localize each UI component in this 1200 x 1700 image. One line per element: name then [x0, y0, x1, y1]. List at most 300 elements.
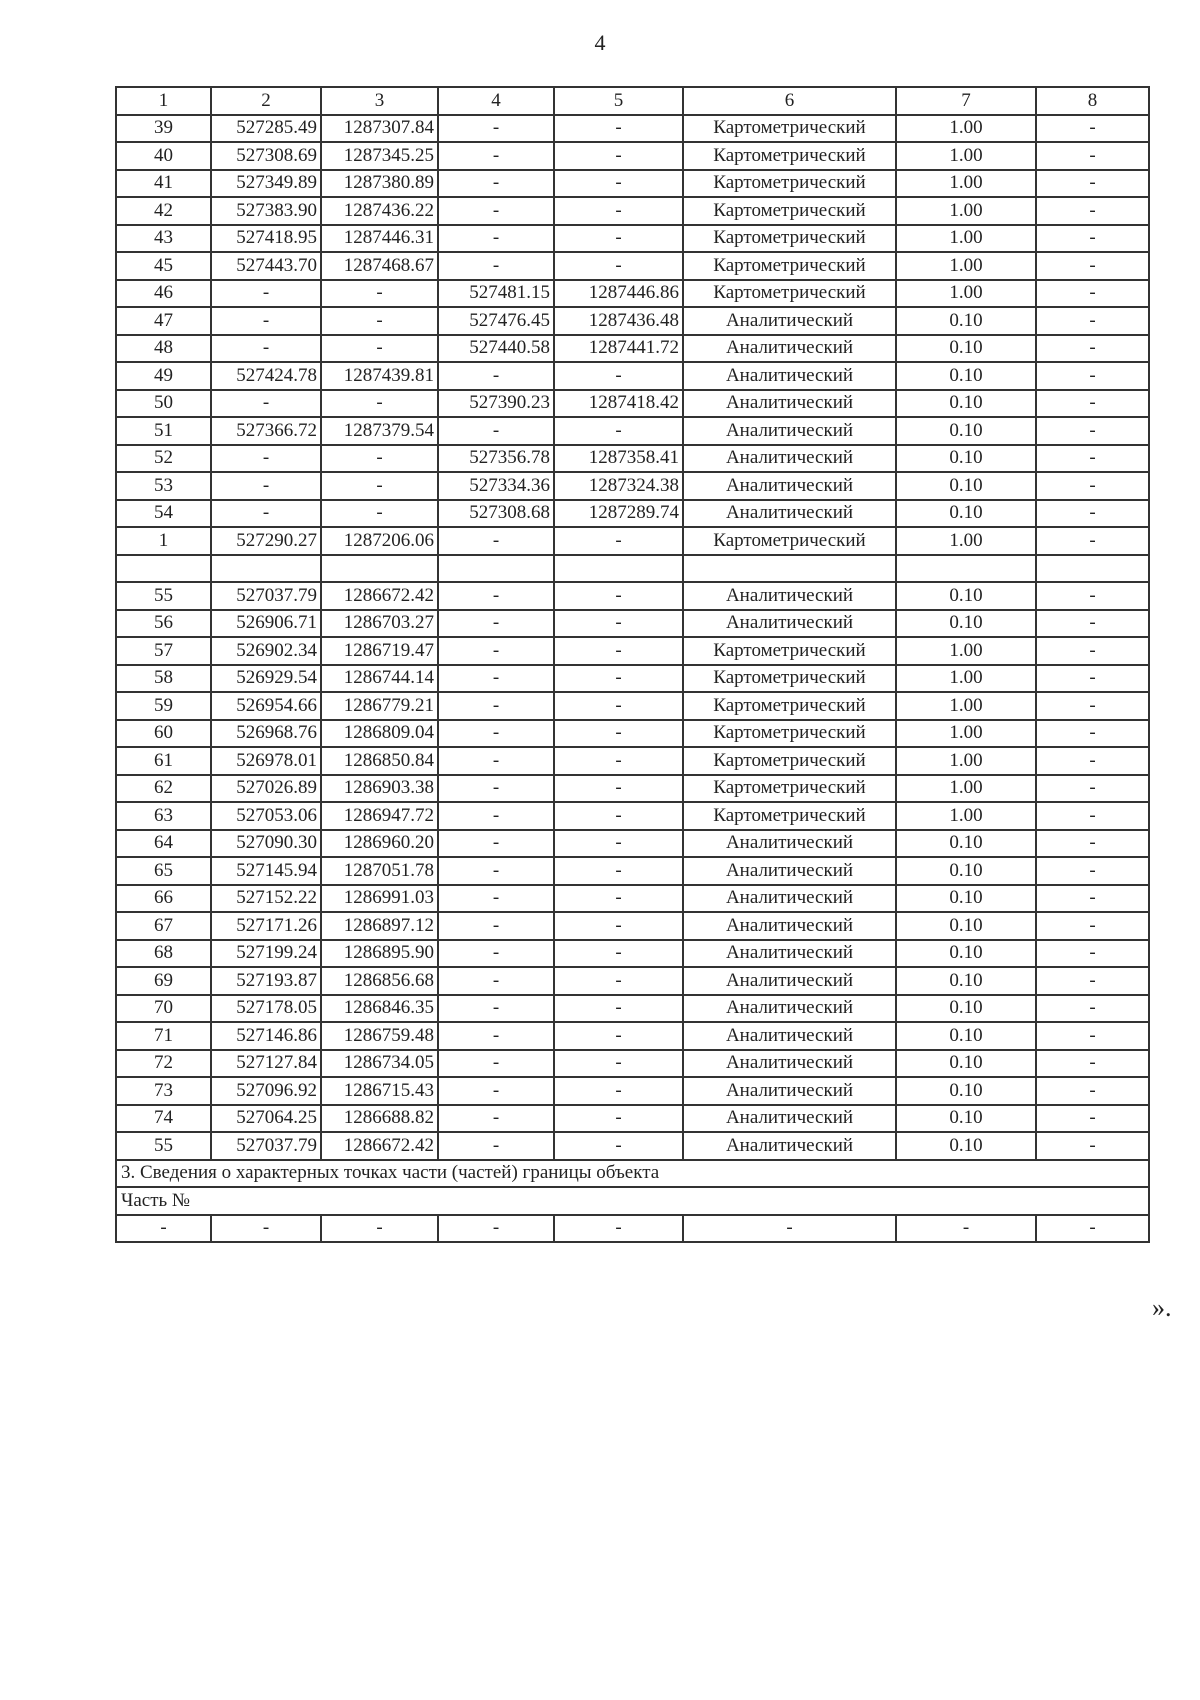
table-cell: 1287468.67 — [321, 252, 438, 280]
table-cell: 0.10 — [896, 995, 1036, 1023]
table-cell: - — [438, 857, 554, 885]
table-cell: 63 — [116, 802, 211, 830]
table-cell: - — [321, 335, 438, 363]
table-row — [116, 335, 1149, 363]
table-cell: 2 — [211, 87, 321, 115]
table-cell: 50 — [116, 390, 211, 418]
table-cell: - — [1036, 472, 1149, 500]
table-cell: - — [554, 857, 683, 885]
table-cell: - — [1036, 307, 1149, 335]
coordinates-table — [115, 86, 1150, 1243]
table-cell: 527096.92 — [211, 1077, 321, 1105]
table-cell: 1.00 — [896, 197, 1036, 225]
table-cell: 1 — [116, 527, 211, 555]
table-cell: - — [1036, 665, 1149, 693]
table-cell: - — [683, 1215, 896, 1243]
table-row — [116, 1105, 1149, 1133]
table-cell: 5 — [554, 87, 683, 115]
table-cell: 527390.23 — [438, 390, 554, 418]
table-cell: 4 — [438, 87, 554, 115]
table-cell: 1.00 — [896, 775, 1036, 803]
table-cell: - — [438, 582, 554, 610]
table-cell: - — [554, 885, 683, 913]
table-cell: 45 — [116, 252, 211, 280]
table-cell: 527037.79 — [211, 582, 321, 610]
table-cell — [683, 555, 896, 583]
table-cell: 1.00 — [896, 170, 1036, 198]
table-cell: 69 — [116, 967, 211, 995]
table-cell: - — [554, 747, 683, 775]
table-cell: - — [1036, 1022, 1149, 1050]
table-cell: 1286734.05 — [321, 1050, 438, 1078]
table-cell: - — [1036, 637, 1149, 665]
table-cell: - — [1036, 912, 1149, 940]
table-cell: 0.10 — [896, 1105, 1036, 1133]
table-cell: 1286897.12 — [321, 912, 438, 940]
table-row — [116, 582, 1149, 610]
table-cell: - — [438, 1022, 554, 1050]
table-cell: 0.10 — [896, 857, 1036, 885]
table-cell: 1286991.03 — [321, 885, 438, 913]
table-row — [116, 692, 1149, 720]
table-cell: 1286719.47 — [321, 637, 438, 665]
table-cell: - — [1036, 582, 1149, 610]
table-cell: Картометрический — [683, 720, 896, 748]
table-cell: 0.10 — [896, 1022, 1036, 1050]
table-cell: Аналитический — [683, 940, 896, 968]
table-row — [116, 445, 1149, 473]
table-row — [116, 1022, 1149, 1050]
table-row — [116, 637, 1149, 665]
table-cell: 1286903.38 — [321, 775, 438, 803]
table-cell: - — [1036, 362, 1149, 390]
table-cell: 55 — [116, 582, 211, 610]
table-cell: - — [1036, 1215, 1149, 1243]
section-title-row-cell: 3. Сведения о характерных точках части (частей) границы объекта — [116, 1160, 1149, 1188]
table-row — [116, 940, 1149, 968]
table-cell: 49 — [116, 362, 211, 390]
table-cell: 0.10 — [896, 610, 1036, 638]
table-cell: 48 — [116, 335, 211, 363]
table-cell: Аналитический — [683, 1132, 896, 1160]
table-cell: 0.10 — [896, 1077, 1036, 1105]
table-cell: 527349.89 — [211, 170, 321, 198]
table-cell: - — [554, 252, 683, 280]
table-cell — [896, 555, 1036, 583]
table-cell: Картометрический — [683, 747, 896, 775]
table-cell: - — [554, 417, 683, 445]
table-cell: - — [1036, 940, 1149, 968]
table-cell: Аналитический — [683, 1105, 896, 1133]
table-cell: Аналитический — [683, 1050, 896, 1078]
table-cell: 73 — [116, 1077, 211, 1105]
table-cell: - — [1036, 857, 1149, 885]
table-cell: Картометрический — [683, 252, 896, 280]
table-cell: - — [1036, 115, 1149, 143]
table-cell: 1286850.84 — [321, 747, 438, 775]
table-cell: - — [321, 500, 438, 528]
table-cell: 68 — [116, 940, 211, 968]
table-cell: 0.10 — [896, 390, 1036, 418]
table-row — [116, 115, 1149, 143]
table-cell: 0.10 — [896, 830, 1036, 858]
table-cell: 47 — [116, 307, 211, 335]
table-cell: - — [1036, 885, 1149, 913]
table-cell: 42 — [116, 197, 211, 225]
table-row — [116, 472, 1149, 500]
table-cell: Аналитический — [683, 582, 896, 610]
table-cell: - — [1036, 390, 1149, 418]
table-cell: - — [211, 390, 321, 418]
table-cell: - — [1036, 802, 1149, 830]
table-cell: Аналитический — [683, 307, 896, 335]
table-row — [116, 775, 1149, 803]
part-label-row — [116, 1187, 1149, 1215]
table-cell: 0.10 — [896, 1050, 1036, 1078]
table-row — [116, 390, 1149, 418]
table-cell — [554, 555, 683, 583]
table-cell: 527285.49 — [211, 115, 321, 143]
table-row — [116, 802, 1149, 830]
table-cell: 1.00 — [896, 280, 1036, 308]
table-cell: 527440.58 — [438, 335, 554, 363]
table-cell: 1.00 — [896, 802, 1036, 830]
table-cell: 527127.84 — [211, 1050, 321, 1078]
table-cell: Картометрический — [683, 115, 896, 143]
table-row — [116, 747, 1149, 775]
table-row — [116, 885, 1149, 913]
table-cell: 1287418.42 — [554, 390, 683, 418]
table-cell: - — [438, 747, 554, 775]
table-cell: 0.10 — [896, 307, 1036, 335]
table-cell: - — [438, 1050, 554, 1078]
table-cell: 53 — [116, 472, 211, 500]
table-cell: - — [1036, 527, 1149, 555]
table-cell: - — [1036, 500, 1149, 528]
table-cell: - — [438, 417, 554, 445]
table-cell: - — [438, 967, 554, 995]
table-cell: - — [438, 665, 554, 693]
table-row — [116, 362, 1149, 390]
table-cell: 527481.15 — [438, 280, 554, 308]
table-cell: - — [438, 802, 554, 830]
table-cell: - — [1036, 335, 1149, 363]
table-row — [116, 252, 1149, 280]
table-cell: Картометрический — [683, 142, 896, 170]
table-row — [116, 830, 1149, 858]
table-cell: - — [211, 280, 321, 308]
table-cell: - — [438, 1105, 554, 1133]
table-cell: Аналитический — [683, 1077, 896, 1105]
table-cell: 72 — [116, 1050, 211, 1078]
table-cell: Картометрический — [683, 170, 896, 198]
table-cell: 7 — [896, 87, 1036, 115]
table-cell: - — [438, 995, 554, 1023]
table-cell: - — [438, 170, 554, 198]
table-cell: Аналитический — [683, 500, 896, 528]
table-cell: - — [554, 527, 683, 555]
table-cell: - — [211, 335, 321, 363]
table-cell: Аналитический — [683, 1022, 896, 1050]
table-cell: - — [438, 1132, 554, 1160]
table-cell: 527037.79 — [211, 1132, 321, 1160]
table-cell: - — [554, 692, 683, 720]
table-cell: 527146.86 — [211, 1022, 321, 1050]
part-label-row-cell: Часть № — [116, 1187, 1149, 1215]
table-cell: - — [438, 940, 554, 968]
table-cell: 1287436.22 — [321, 197, 438, 225]
table-cell: - — [438, 362, 554, 390]
table-cell: - — [1036, 170, 1149, 198]
table-cell: Аналитический — [683, 610, 896, 638]
table-row — [116, 967, 1149, 995]
table-cell: - — [554, 1022, 683, 1050]
closing-quote: ». — [1152, 1293, 1172, 1322]
table-cell: Аналитический — [683, 445, 896, 473]
table-cell: Аналитический — [683, 362, 896, 390]
table-cell: 0.10 — [896, 940, 1036, 968]
table-cell: - — [321, 390, 438, 418]
table-cell: - — [1036, 142, 1149, 170]
table-cell: 527193.87 — [211, 967, 321, 995]
table-cell: 1287446.86 — [554, 280, 683, 308]
table-cell: 0.10 — [896, 1132, 1036, 1160]
table-cell: 1286856.68 — [321, 967, 438, 995]
table-cell: 1.00 — [896, 115, 1036, 143]
table-cell — [116, 555, 211, 583]
table-cell: 1287206.06 — [321, 527, 438, 555]
table-row — [116, 1132, 1149, 1160]
table-cell: Картометрический — [683, 775, 896, 803]
table-cell: - — [211, 307, 321, 335]
table-cell: - — [554, 967, 683, 995]
table-cell: 1287446.31 — [321, 225, 438, 253]
table-cell: Аналитический — [683, 857, 896, 885]
table-cell: 527443.70 — [211, 252, 321, 280]
table-cell: 1287324.38 — [554, 472, 683, 500]
table-row — [116, 307, 1149, 335]
table-cell: 527308.68 — [438, 500, 554, 528]
table-cell: 527053.06 — [211, 802, 321, 830]
table-cell: 527064.25 — [211, 1105, 321, 1133]
table-row — [116, 610, 1149, 638]
table-cell: - — [438, 885, 554, 913]
table-cell: 527366.72 — [211, 417, 321, 445]
table-cell: 54 — [116, 500, 211, 528]
table-cell: 0.10 — [896, 362, 1036, 390]
table-cell: - — [438, 830, 554, 858]
table-cell: 1286672.42 — [321, 582, 438, 610]
table-cell: - — [438, 225, 554, 253]
table-cell: - — [1036, 610, 1149, 638]
table-cell: - — [1036, 967, 1149, 995]
table-cell: 70 — [116, 995, 211, 1023]
table-cell: - — [1036, 720, 1149, 748]
table-cell: 1287439.81 — [321, 362, 438, 390]
table-cell: - — [438, 720, 554, 748]
table-cell: - — [554, 582, 683, 610]
table-cell: 527418.95 — [211, 225, 321, 253]
table-cell: - — [554, 170, 683, 198]
table-cell: - — [211, 445, 321, 473]
table-cell: - — [1036, 280, 1149, 308]
table-cell: Картометрический — [683, 637, 896, 665]
table-row — [116, 995, 1149, 1023]
table-cell: - — [321, 472, 438, 500]
table-cell: Аналитический — [683, 995, 896, 1023]
table-cell: - — [554, 912, 683, 940]
table-cell: 1.00 — [896, 665, 1036, 693]
table-cell: - — [554, 665, 683, 693]
table-cell: - — [554, 225, 683, 253]
table-cell: - — [554, 940, 683, 968]
table-cell: 527199.24 — [211, 940, 321, 968]
table-cell: 527171.26 — [211, 912, 321, 940]
header-row — [116, 87, 1149, 115]
table-cell: 8 — [1036, 87, 1149, 115]
table-cell: Аналитический — [683, 390, 896, 418]
table-cell: 0.10 — [896, 912, 1036, 940]
table-cell: Аналитический — [683, 885, 896, 913]
table-cell: 1287307.84 — [321, 115, 438, 143]
table-body — [116, 87, 1149, 1242]
table-cell: - — [554, 995, 683, 1023]
table-cell: - — [321, 280, 438, 308]
table-cell: - — [554, 1077, 683, 1105]
table-cell: - — [1036, 775, 1149, 803]
table-cell: 526902.34 — [211, 637, 321, 665]
table-cell: - — [1036, 1050, 1149, 1078]
table-row — [116, 1050, 1149, 1078]
table-cell: - — [438, 115, 554, 143]
table-cell: - — [1036, 1105, 1149, 1133]
table-cell — [211, 555, 321, 583]
table-cell: 1287441.72 — [554, 335, 683, 363]
table-cell: 526968.76 — [211, 720, 321, 748]
table-cell: Аналитический — [683, 830, 896, 858]
table-cell: - — [554, 142, 683, 170]
table-cell: 1.00 — [896, 720, 1036, 748]
table-cell: 3 — [321, 87, 438, 115]
page-number: 4 — [594, 30, 606, 55]
table-cell: - — [1036, 747, 1149, 775]
table-cell: 1.00 — [896, 252, 1036, 280]
table-cell: - — [554, 802, 683, 830]
table-cell: 0.10 — [896, 582, 1036, 610]
table-row — [116, 720, 1149, 748]
table-cell: 527308.69 — [211, 142, 321, 170]
table-cell: 527356.78 — [438, 445, 554, 473]
table-cell: 64 — [116, 830, 211, 858]
table-cell: 1.00 — [896, 527, 1036, 555]
table-cell: 527424.78 — [211, 362, 321, 390]
table-cell: - — [321, 445, 438, 473]
table-cell: - — [1036, 1132, 1149, 1160]
table-row — [116, 857, 1149, 885]
table-cell: 1287289.74 — [554, 500, 683, 528]
table-cell: 1286779.21 — [321, 692, 438, 720]
table-cell: - — [554, 1132, 683, 1160]
table-cell: 1.00 — [896, 225, 1036, 253]
table-cell: 0.10 — [896, 885, 1036, 913]
table-cell: - — [321, 1215, 438, 1243]
table-cell: 527090.30 — [211, 830, 321, 858]
table-row — [116, 527, 1149, 555]
table-cell: 1286947.72 — [321, 802, 438, 830]
table-cell: - — [438, 637, 554, 665]
table-cell: 1286759.48 — [321, 1022, 438, 1050]
table-cell: - — [438, 142, 554, 170]
table-cell: 527290.27 — [211, 527, 321, 555]
table-cell: 527145.94 — [211, 857, 321, 885]
table-cell: - — [554, 197, 683, 225]
table-cell: - — [554, 775, 683, 803]
table-cell: 1.00 — [896, 142, 1036, 170]
table-cell: 1286809.04 — [321, 720, 438, 748]
table-cell: 0.10 — [896, 445, 1036, 473]
table-cell: 57 — [116, 637, 211, 665]
table-cell: Картометрический — [683, 665, 896, 693]
table-cell: Картометрический — [683, 225, 896, 253]
table-cell: - — [554, 1105, 683, 1133]
table-cell: Картометрический — [683, 527, 896, 555]
table-cell: - — [438, 1215, 554, 1243]
table-cell: - — [211, 1215, 321, 1243]
table-cell: - — [438, 252, 554, 280]
table-cell: - — [438, 1077, 554, 1105]
table-cell: - — [438, 692, 554, 720]
table-cell: 526906.71 — [211, 610, 321, 638]
table-cell: 526929.54 — [211, 665, 321, 693]
table-cell: 1286895.90 — [321, 940, 438, 968]
part-row — [116, 1215, 1149, 1243]
table-cell: 41 — [116, 170, 211, 198]
table-cell: 526978.01 — [211, 747, 321, 775]
table-cell: - — [211, 472, 321, 500]
table-row — [116, 170, 1149, 198]
table-row — [116, 555, 1149, 583]
table-cell: 1.00 — [896, 747, 1036, 775]
table-cell: 56 — [116, 610, 211, 638]
table-cell: 51 — [116, 417, 211, 445]
table-cell: 1286688.82 — [321, 1105, 438, 1133]
table-cell: 52 — [116, 445, 211, 473]
table-cell: - — [438, 775, 554, 803]
table-cell: - — [1036, 830, 1149, 858]
table-cell: 61 — [116, 747, 211, 775]
table-cell: 74 — [116, 1105, 211, 1133]
table-cell: 59 — [116, 692, 211, 720]
table-cell: 6 — [683, 87, 896, 115]
table-cell: 0.10 — [896, 335, 1036, 363]
section-title-row — [116, 1160, 1149, 1188]
table-cell: - — [554, 1215, 683, 1243]
table-cell: - — [1036, 445, 1149, 473]
table-cell: 527026.89 — [211, 775, 321, 803]
table-cell — [321, 555, 438, 583]
table-cell: 527152.22 — [211, 885, 321, 913]
table-cell: 526954.66 — [211, 692, 321, 720]
table-cell: Картометрический — [683, 802, 896, 830]
table-cell: - — [554, 637, 683, 665]
table-cell: 1287379.54 — [321, 417, 438, 445]
table-cell: 1286744.14 — [321, 665, 438, 693]
table-row — [116, 665, 1149, 693]
table-cell: 62 — [116, 775, 211, 803]
table-cell: - — [1036, 995, 1149, 1023]
table-cell: 65 — [116, 857, 211, 885]
table-cell: - — [211, 500, 321, 528]
